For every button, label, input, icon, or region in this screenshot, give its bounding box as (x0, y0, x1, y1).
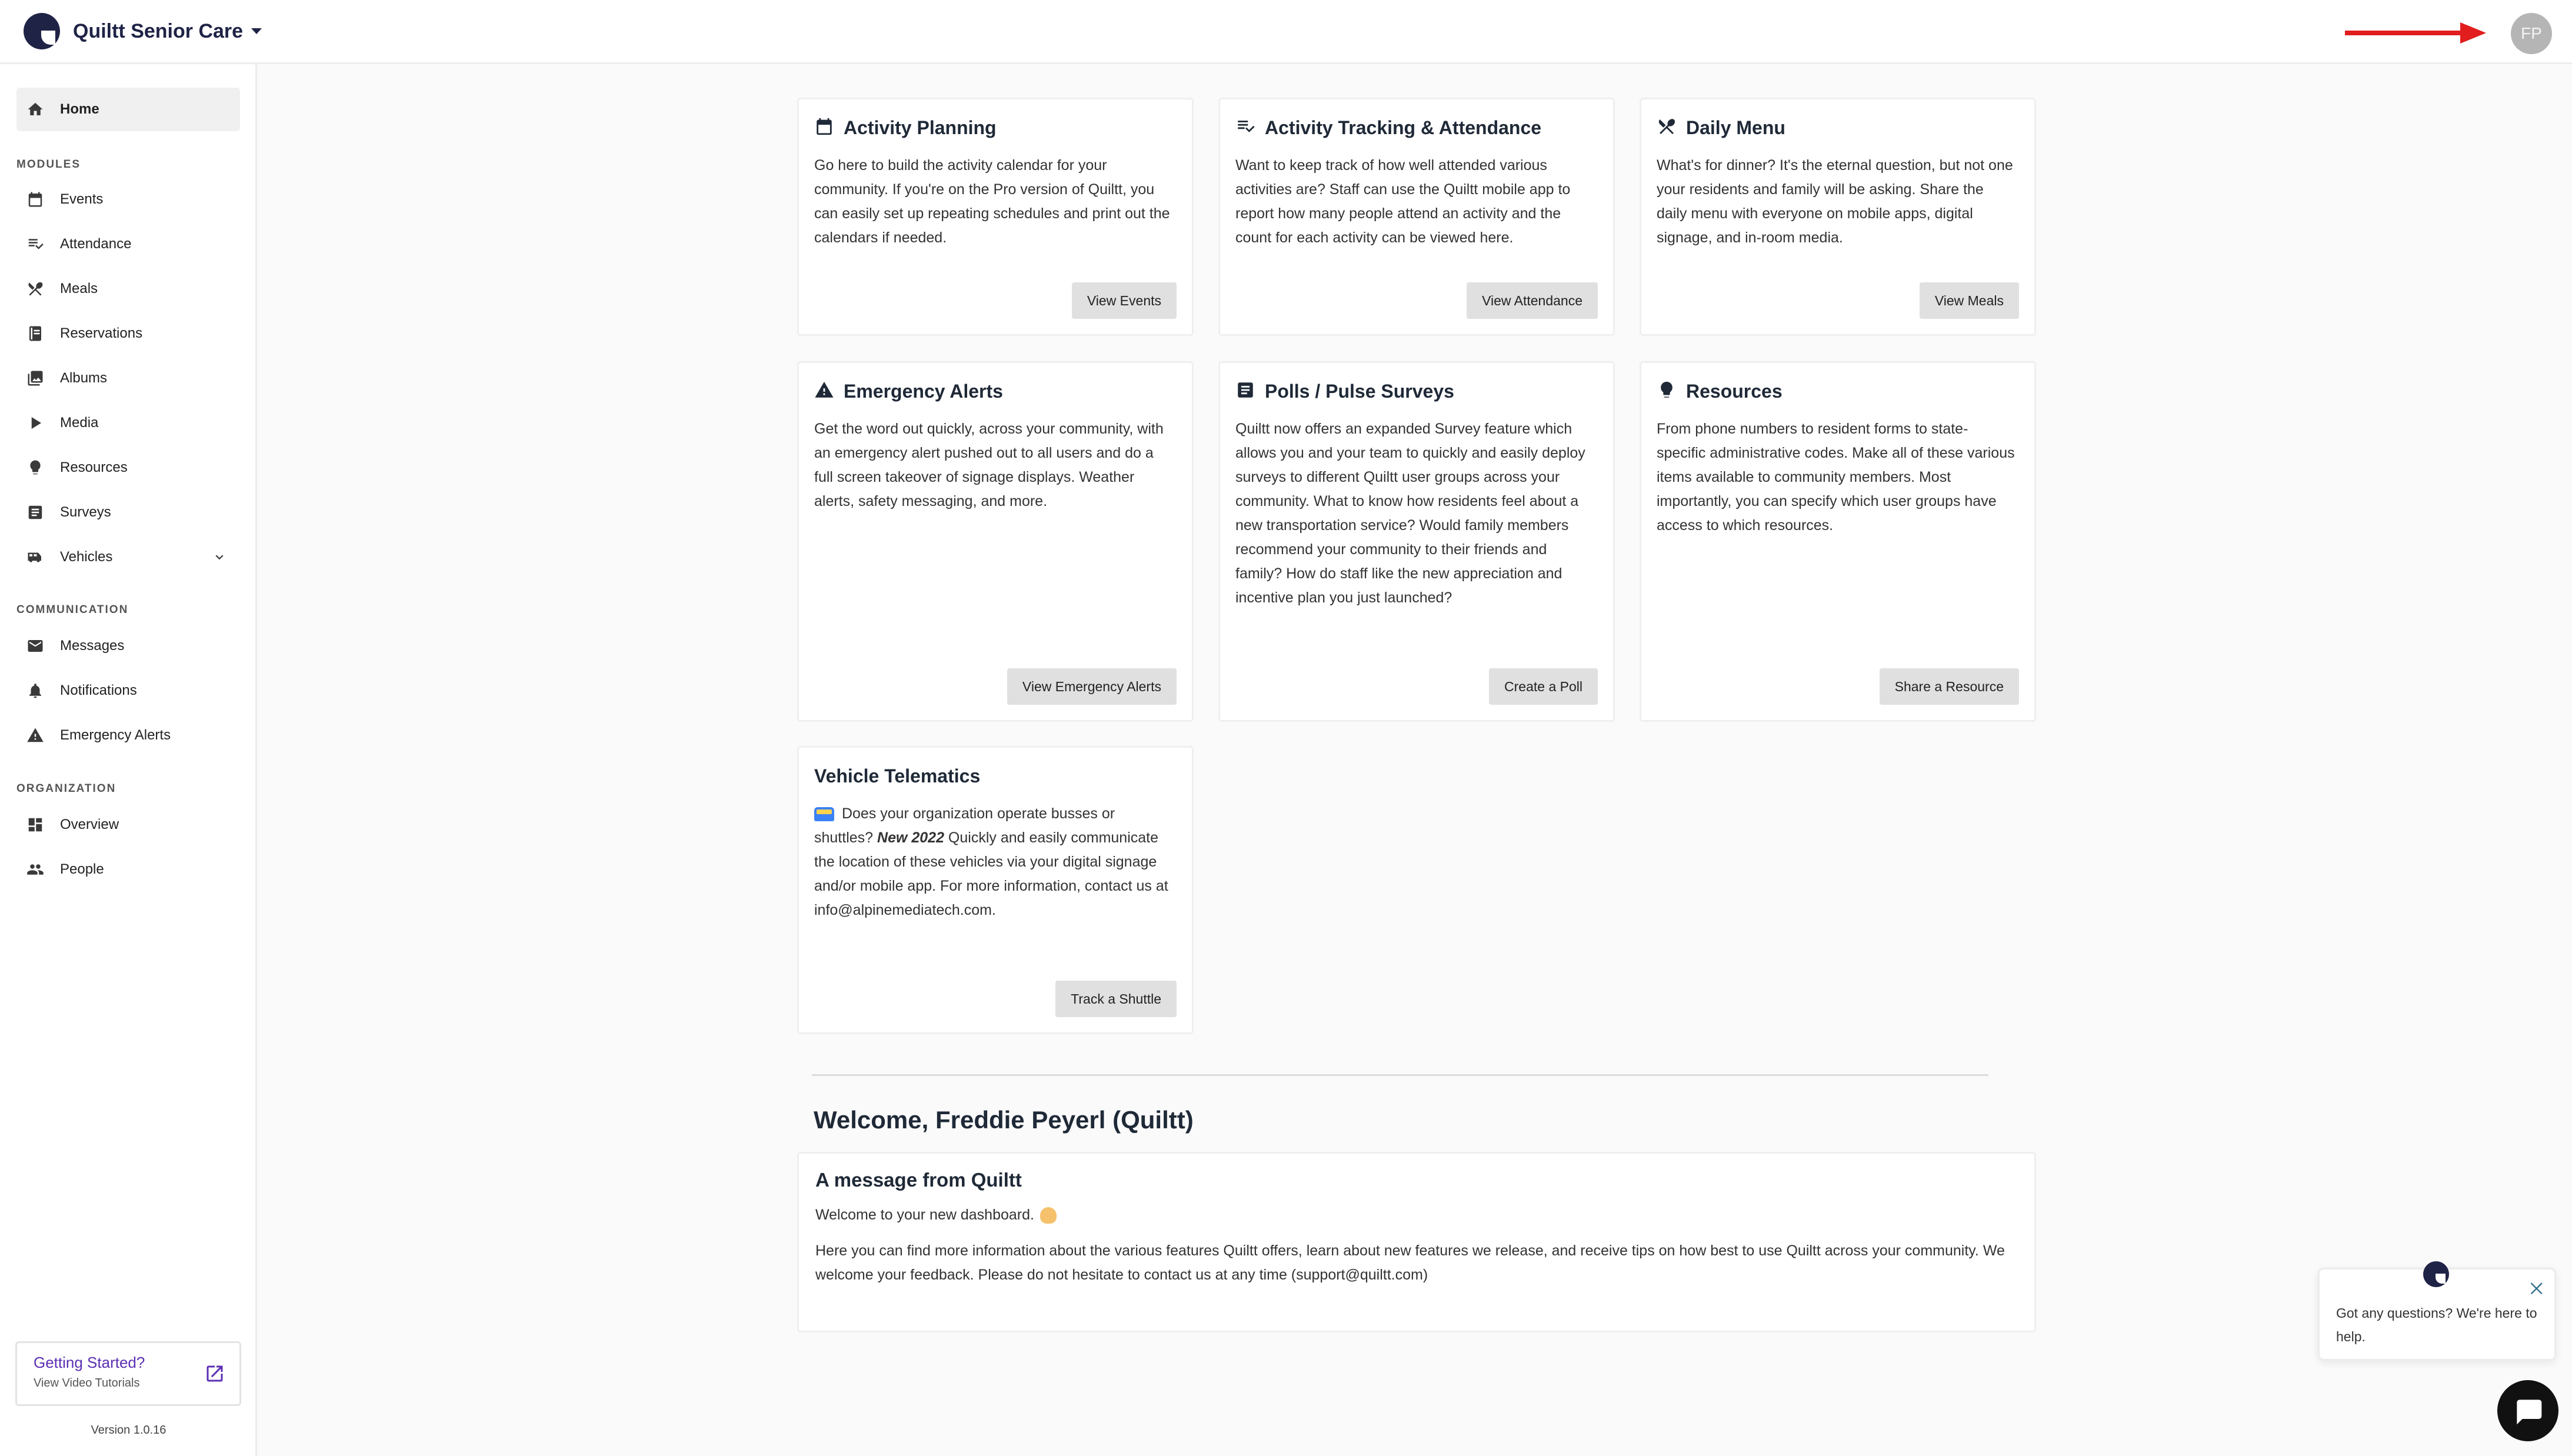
book-icon (26, 324, 45, 343)
sidebar-item-label: Messages (60, 638, 125, 654)
card-polls-surveys (1218, 361, 1615, 722)
view-events-button[interactable]: View Events (1072, 282, 1177, 319)
view-attendance-button[interactable]: View Attendance (1467, 282, 1598, 319)
getting-started-subtitle: View Video Tutorials (34, 1377, 140, 1390)
warning-icon (814, 380, 834, 403)
card-body: Quiltt now offers an expanded Survey feature which allows you and your team to quickly and easily deploy surveys to different Quiltt user groups across your community. What to know how residents feel about a new transportation service? Would family members recommend your community to their friends and family? How do staff like the new appreciation and incentive plan you just launched? (1235, 421, 1585, 606)
body-text-post: Quickly and easily communicate the location of these vehicles via your digital signage and/or mobile app. For more information, contact us at info@alpinemediatech.com. (814, 829, 1168, 918)
card-title: Emergency Alerts (844, 380, 1003, 402)
sidebar-item-home[interactable] (16, 88, 240, 131)
new-2022-emphasis: New 2022 (877, 829, 944, 846)
calendar-icon (26, 190, 45, 209)
sidebar-item-label: Reservations (60, 325, 143, 341)
sidebar-item-emergency-alerts[interactable] (16, 714, 240, 757)
card-title: Polls / Pulse Surveys (1265, 380, 1454, 402)
sidebar-item-label: People (60, 861, 104, 877)
checklist-icon (1235, 116, 1255, 139)
getting-started-link[interactable] (15, 1341, 241, 1406)
card-body: Want to keep track of how well attended various activities are? Staff can use the Quiltt mobile app to report how many people attend an activity and the count for each activity can be viewed here. (1235, 157, 1571, 246)
section-divider (812, 1074, 1988, 1076)
play-icon (26, 414, 45, 432)
sidebar-item-label: Events (60, 191, 104, 207)
view-emergency-alerts-button[interactable]: View Emergency Alerts (1007, 668, 1177, 705)
card-body: From phone numbers to resident forms to state-specific administrative codes. Make all of these various items available to community members. Most importantly, you can specify which user groups have access to which resources. (1657, 421, 2015, 534)
sidebar-item-messages[interactable] (16, 624, 240, 668)
survey-icon (1235, 380, 1255, 403)
card-emergency-alerts (797, 361, 1194, 722)
waving-hand-icon (1040, 1207, 1057, 1224)
card-activity-planning (797, 98, 1194, 336)
warning-icon (26, 726, 45, 745)
sidebar-item-label: Emergency Alerts (60, 727, 171, 743)
sidebar-item-label: Home (60, 101, 99, 117)
sidebar-item-media[interactable] (16, 401, 240, 445)
bell-icon (26, 681, 45, 700)
card-title: Activity Tracking & Attendance (1265, 116, 1542, 138)
utensils-icon (26, 279, 45, 298)
sidebar-item-label: Vehicles (60, 549, 113, 565)
external-link-icon (204, 1363, 225, 1384)
sidebar-item-vehicles[interactable] (16, 535, 240, 579)
message-paragraph (815, 1207, 2018, 1224)
home-icon (26, 100, 45, 119)
photo-library-icon (26, 369, 45, 388)
sidebar-item-label: Meals (60, 281, 98, 296)
card-daily-menu (1640, 98, 2036, 336)
message-text: Welcome to your new dashboard. (815, 1207, 1034, 1223)
lightbulb-icon (1657, 380, 1677, 403)
card-vehicle-telematics (797, 746, 1194, 1034)
version-label: Version 1.0.16 (91, 1424, 166, 1437)
sidebar-item-label: Media (60, 415, 99, 431)
section-title-communication: COMMUNICATION (16, 604, 129, 616)
lightbulb-icon (26, 458, 45, 477)
card-resources (1640, 361, 2036, 722)
sidebar-item-label: Overview (60, 817, 119, 832)
dashboard-icon (26, 815, 45, 834)
top-bar (0, 0, 2572, 64)
card-body: Go here to build the activity calendar for your community. If you're on the Pro version of Quiltt, you can easily set up repeating schedules and print out the calendars if needed. (814, 157, 1170, 246)
sidebar-item-overview[interactable] (16, 803, 240, 847)
card-body: Get the word out quickly, across your community, with an emergency alert pushed out to all users and do a full screen takeover of signage displays. Weather alerts, safety messaging, and more. (814, 421, 1164, 509)
user-avatar[interactable]: FP (2511, 13, 2552, 54)
body-text-pre: Does your organization operate busses or shuttles? (814, 805, 1115, 846)
message-title: A message from Quiltt (815, 1169, 1022, 1191)
sidebar-item-label: Notifications (60, 682, 137, 698)
chevron-down-icon[interactable] (212, 549, 227, 565)
section-title-organization: ORGANIZATION (16, 782, 116, 795)
getting-started-title: Getting Started? (34, 1354, 145, 1371)
sidebar-item-label: Albums (60, 370, 108, 386)
chat-prompt-text: Got any questions? We're here to help. (2336, 1305, 2537, 1344)
sidebar-item-people[interactable] (16, 848, 240, 891)
chat-prompt-bubble[interactable] (2318, 1268, 2556, 1361)
people-icon (26, 860, 45, 879)
track-shuttle-button[interactable]: Track a Shuttle (1055, 981, 1177, 1017)
view-meals-button[interactable]: View Meals (1920, 282, 2019, 319)
sidebar-item-surveys[interactable] (16, 491, 240, 534)
sidebar-item-attendance[interactable] (16, 222, 240, 266)
caret-down-icon (251, 28, 262, 34)
message-card (797, 1152, 2036, 1332)
message-paragraph: Here you can find more information about the various features Quiltt offers, learn about new features we release, and receive tips on how best to use Quiltt across your community. We welcome your feedback. Please do not hesitate to contact us at any time (support@quiltt.com) (815, 1242, 2005, 1284)
card-title: Vehicle Telematics (814, 765, 981, 787)
share-resource-button[interactable]: Share a Resource (1880, 668, 2019, 705)
utensils-icon (1657, 116, 1677, 139)
sidebar-item-reservations[interactable] (16, 312, 240, 355)
card-title: Activity Planning (844, 116, 997, 138)
card-body: What's for dinner? It's the eternal question, but not one your residents and family will be asking. Share the daily menu with everyone on mobile apps, digital signage, and in-room media. (1657, 157, 2013, 246)
sidebar-item-notifications[interactable] (16, 669, 240, 712)
card-activity-tracking (1218, 98, 1615, 336)
sidebar-item-label: Resources (60, 459, 128, 475)
create-poll-button[interactable]: Create a Poll (1489, 668, 1598, 705)
organization-switcher[interactable] (73, 20, 262, 43)
sidebar-item-events[interactable] (16, 178, 240, 221)
sidebar-item-meals[interactable] (16, 267, 240, 311)
chat-launcher-button[interactable] (2497, 1380, 2558, 1441)
red-arrow-icon (2345, 21, 2486, 45)
envelope-icon (26, 637, 45, 655)
close-icon[interactable] (2526, 1279, 2546, 1299)
chat-icon (2511, 1394, 2544, 1427)
card-body (814, 802, 1177, 922)
quiltt-logo (2423, 1261, 2449, 1287)
checklist-icon (26, 235, 45, 254)
sidebar-item-resources[interactable] (16, 446, 240, 489)
bus-icon (26, 548, 45, 567)
calendar-icon (814, 116, 834, 139)
sidebar-item-label: Attendance (60, 236, 132, 252)
quiltt-logo[interactable] (24, 13, 60, 49)
sidebar-item-albums[interactable] (16, 356, 240, 400)
card-title: Resources (1686, 380, 1783, 402)
brand-name: Quiltt Senior Care (73, 19, 244, 42)
sidebar-item-label: Surveys (60, 504, 111, 520)
welcome-heading: Welcome, Freddie Peyerl (Quiltt) (814, 1106, 1194, 1134)
section-title-modules: MODULES (16, 158, 81, 171)
sidebar (0, 64, 257, 1456)
bus-emoji-icon (814, 807, 834, 821)
survey-icon (26, 503, 45, 522)
card-title: Daily Menu (1686, 116, 1785, 138)
